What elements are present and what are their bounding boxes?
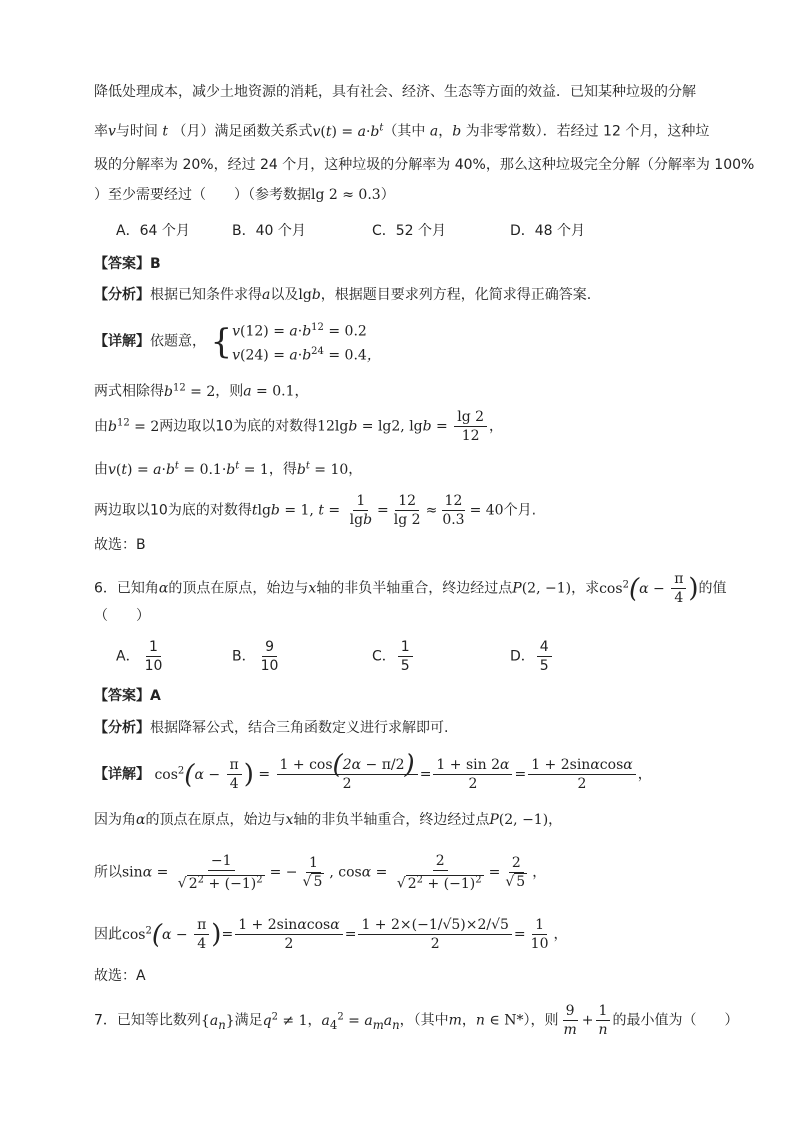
text: 轴的非负半轴重合，终边经过点	[316, 580, 513, 597]
num: 9	[262, 638, 277, 657]
text: 根据降幂公式，结合三角函数定义进行求解即可.	[150, 720, 449, 736]
q6-option-d	[510, 638, 554, 675]
math: m	[448, 1012, 462, 1029]
text: 6．已知角	[94, 580, 159, 597]
fraction: $\frac{1 + 2\sin\alpha\cos\alpha}{2}$	[528, 756, 636, 793]
text: 率	[94, 123, 108, 140]
math: = −	[269, 864, 298, 881]
q6-detail: 【详解】 $\cos^2(\alpha$ − $\frac{\pi}{4}$ ) = $\frac{1 + \cos(2\alpha - \pi/2)}{2}$ = $\frac{1 + \sin 2\alpha}{2}$ = $\frac{1 + 2\sin\alpha\cos\alpha}{2}$ ，	[94, 750, 652, 792]
text: 两边取以10为底的对数得	[94, 502, 252, 519]
text: 两式相除得	[94, 383, 164, 400]
q7-stem: 7．已知等比数列$\{a_n\}$满足$q^2 \ne 1$，$a_4^2 = a_ma_n$，（其中m，n ∈ N*），则 $\frac{9}{m}$ + $\frac{1}{n}$ 的最小值为（ ）	[94, 1003, 739, 1038]
den: 10	[260, 658, 279, 674]
text: 的顶点在原点，始边与	[145, 812, 286, 828]
fraction	[258, 638, 282, 675]
q6-option-c	[372, 638, 415, 675]
math-alpha: α	[158, 580, 169, 597]
option-label: D．	[510, 648, 535, 665]
text: （其中	[383, 123, 426, 140]
tag: 【分析】	[94, 720, 150, 736]
text: 所以	[94, 864, 122, 881]
q5-choose: 故选：B	[94, 537, 146, 553]
text: 因此	[94, 926, 122, 943]
text: 两边取以10为底的对数得	[159, 418, 318, 435]
text: ，则	[215, 383, 244, 400]
math-point: P(2, −1)	[512, 580, 572, 597]
math: =	[488, 864, 501, 881]
text: 7．已知等比数列	[94, 1012, 201, 1029]
text: ）	[380, 187, 395, 203]
q6-step4: 因此$\cos^2(\alpha$ − $\frac{\pi}{4}$ )= $\frac{1 + 2\sin\alpha\cos\alpha}{2}$ = $\frac{1 + 2\times(-1/√5)\times 2/√5}{2}$ = $\frac{1}{10}$ ，	[94, 917, 568, 952]
math-lg2: lg 2 ≈ 0.3	[311, 187, 381, 203]
fraction	[537, 638, 552, 675]
paren: )	[243, 759, 254, 790]
option-label: A．	[116, 648, 140, 665]
paren: )	[211, 919, 222, 950]
q5-step2: 由$b^{12} = 2$两边取以10为底的对数得12lgb = lg2, lgb = $\frac{\lg 2}{12}$ ，	[94, 409, 504, 444]
q5-line3: 圾的分解率为 20%，经过 24 个月，这种垃圾的分解率为 40%，那么这种垃圾完全分解（分解率为 100%	[94, 157, 755, 173]
num: 4	[537, 638, 552, 657]
math: $a_4^2 = a_ma_n$	[321, 1010, 400, 1032]
math: n ∈ N*	[475, 1012, 524, 1029]
q5-step4	[94, 492, 536, 529]
text: ，得	[268, 461, 297, 478]
text: 的顶点在原点，始边与	[168, 580, 309, 597]
fraction: $\frac{9}{m}$	[563, 1003, 577, 1038]
fraction: $\frac{\pi}{4}$	[671, 570, 686, 607]
den: 5	[539, 658, 549, 674]
math: =	[344, 926, 357, 943]
math: =	[419, 766, 432, 783]
math-point: P(2, −1)	[489, 812, 549, 828]
math: $q^2 \ne 1$	[262, 1010, 308, 1029]
paren: )	[688, 573, 699, 604]
math-b: b	[452, 123, 466, 140]
den: 10	[144, 658, 163, 674]
q6-answer: 【答案】A	[94, 688, 161, 704]
q5-option-a: A．64 个月	[116, 223, 190, 239]
fraction: $\frac{2}{√ 5}$	[505, 854, 526, 890]
text: 依题意，	[150, 333, 206, 350]
math: a = 0.1	[243, 383, 295, 400]
fraction: $\frac{\pi}{4}$	[227, 756, 242, 793]
q5-step3: 由$v(t) = a\cdot b^t = 0.1\cdot b^t = 1$，得$b^t = 10$，	[94, 460, 363, 478]
q5-line1: 降低处理成本，减少土地资源的消耗，具有社会、经济、生态等方面的效益．已知某种垃圾的分解	[94, 84, 696, 100]
math: sinα =	[122, 864, 173, 881]
brace: {	[210, 321, 233, 362]
text: 为非零常数）．若经过 12 个月，这种垃	[465, 123, 710, 140]
fraction: $\frac{1 + \cos(2\alpha - \pi/2)}{2}$	[277, 756, 418, 793]
math: =	[253, 766, 275, 783]
text: 轴的非负半轴重合，终边经过点	[293, 812, 490, 828]
fraction: $\frac{1}{10}$	[530, 917, 549, 952]
text: 满足	[234, 1012, 263, 1029]
fraction	[398, 638, 413, 675]
text: 的值	[698, 580, 727, 597]
q5-analysis	[94, 285, 591, 305]
math: 12lgb = lg2, lgb =	[317, 418, 453, 435]
fraction: $\frac{1}{n}$	[595, 1002, 610, 1039]
math: $b^t = 10$	[296, 460, 349, 478]
math: $\cos^2(\alpha$ −	[122, 919, 193, 950]
math: $\{a_n\}$	[200, 1012, 235, 1032]
fraction: $\frac{1 + \sin 2\alpha}{2}$	[433, 756, 512, 793]
q5-step1: 两式相除得$b^{12} = 2$，则a = 0.1，	[94, 382, 309, 400]
q6-choose: 故选：A	[94, 968, 146, 984]
q6-analysis	[94, 718, 448, 738]
math: =	[513, 926, 526, 943]
math-vt: $v(t) = a\cdot b^t$	[312, 122, 384, 140]
math-x: x	[285, 812, 294, 828]
math: =	[377, 502, 389, 519]
math: $v(t) = a\cdot b^t = 0.1\cdot b^t = 1$	[108, 460, 269, 478]
q5-answer: 【答案】B	[94, 256, 161, 272]
text: ），则	[523, 1012, 559, 1029]
text: 与时间	[115, 123, 158, 140]
q5-option-d: D．48 个月	[510, 223, 586, 239]
q5-detail	[94, 318, 381, 365]
equation-system: $v(12) = a\cdot b^{12} = 0.2$ $v(24) = a\cdot b^{24} = 0.4$，	[232, 322, 381, 364]
fraction: $\frac{1}{√ 5}$	[302, 854, 323, 890]
fraction: $\frac{1 + 2\sin\alpha\cos\alpha}{2}$	[235, 916, 343, 953]
text: 因为角	[94, 812, 136, 828]
text: ，求	[571, 580, 600, 597]
q6-option-a	[116, 638, 167, 675]
fraction: $\frac{\lg 2}{12}$	[454, 408, 487, 445]
q6-step3: 所以sinα = $\frac{-1}{√ 2^2 + (-1)^2}$ = − $\frac{1}{√ 5}$ , cosα = $\frac{2}{√ 2^2 + (-1)^2}$ = $\frac{2}{√ 5}$ ，	[94, 853, 547, 892]
fraction: $\frac{\pi}{4}$	[194, 916, 209, 953]
math: $b^{12} = 2$	[108, 416, 160, 435]
math-v: v	[108, 123, 116, 140]
math: = 40	[469, 502, 504, 519]
math: $\cos^2(\alpha$ −	[154, 759, 225, 790]
fraction: $\frac{1}{\lg b}$	[349, 493, 373, 528]
q5-option-c: C．52 个月	[372, 223, 447, 239]
q6-step2: 因为角α的顶点在原点，始边与x轴的非负半轴重合，终边经过点P(2, −1)，	[94, 812, 563, 828]
fraction: $\frac{-1}{√ 2^2 + (-1)^2}$	[177, 853, 263, 892]
option-label: C．	[372, 648, 396, 665]
text: 的最小值为（ ）	[612, 1012, 739, 1029]
tag: 【分析】	[94, 287, 150, 303]
fraction: $\frac{12}{0.3}$	[442, 493, 465, 528]
text: ）至少需要经过（ ）（参考数据	[94, 187, 311, 203]
den: 5	[400, 658, 410, 674]
math: tlgb = 1, t =	[251, 502, 345, 519]
math-ab: a	[425, 123, 439, 140]
fraction	[142, 638, 166, 675]
fraction: $\frac{12}{\lg 2}$	[393, 493, 421, 528]
fraction: $\frac{2}{√ 2^2 + (-1)^2}$	[396, 853, 482, 892]
tag: 【详解】	[94, 333, 150, 350]
math: =	[514, 766, 527, 783]
math: +	[581, 1012, 594, 1029]
option-label: B．	[232, 648, 256, 665]
tag: 【详解】	[94, 766, 150, 783]
math-lgb: lgb	[298, 287, 321, 303]
math: =	[221, 926, 234, 943]
text: 个月.	[503, 502, 537, 519]
math-t: t	[157, 123, 173, 140]
text: ，（其中	[399, 1012, 449, 1029]
q6-paren: （ ）	[94, 608, 150, 624]
text: 以及	[270, 287, 299, 303]
q5-option-b: B．40 个月	[232, 223, 306, 239]
q5-line2: 率v与时间 t （月）满足函数关系式$v(t) = a\cdot b^t$（其中 a，b 为非零常数）．若经过 12 个月，这种垃	[94, 122, 710, 140]
math-alpha: α	[136, 812, 146, 828]
math-x: x	[308, 580, 317, 597]
q6-option-b	[232, 638, 283, 675]
num: 1	[398, 638, 413, 657]
q5-line4	[94, 185, 395, 205]
math: $b^{12} = 2$	[164, 382, 216, 400]
text: （月）满足函数关系式	[172, 123, 313, 140]
math: ≈	[425, 502, 438, 519]
q6-stem	[94, 570, 727, 607]
math-a: a	[262, 287, 271, 303]
text: 由	[94, 418, 108, 435]
text: 由	[94, 461, 108, 478]
text: ，根据题目要求列方程，化简求得正确答案.	[320, 287, 592, 303]
num: 1	[146, 638, 161, 657]
text: 根据已知条件求得	[150, 287, 262, 303]
math: , cosα =	[329, 864, 392, 881]
math-cos2: $\cos^2(\alpha$ −	[599, 573, 670, 604]
fraction: $\frac{1 + 2\times(-1/√5)\times 2/√5}{2}$	[358, 916, 511, 953]
